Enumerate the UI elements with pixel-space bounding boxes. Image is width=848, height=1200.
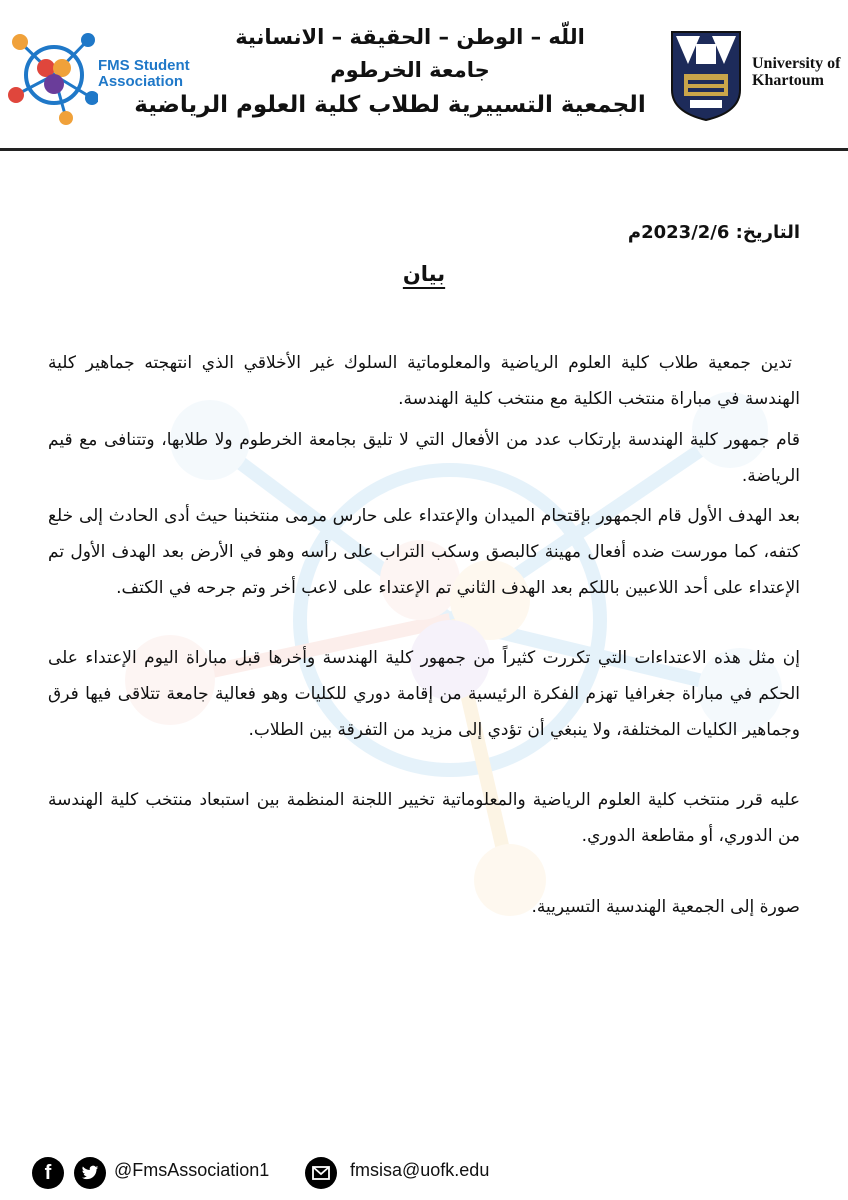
paragraph-2: قام جمهور كلية الهندسة بإرتكاب عدد من الأفعال التي لا تليق بجامعة الخرطوم ولا طلابها، وتتنافى مع قيم الرياضة.: [48, 430, 800, 486]
email-address[interactable]: fmsisa@uofk.edu: [350, 1160, 490, 1180]
uk-name-line-1: University of: [752, 55, 841, 72]
fms-name-line-2: Association: [98, 73, 184, 90]
document-title: بيان: [402, 262, 446, 286]
facebook-icon[interactable]: f: [32, 1157, 64, 1189]
motto: اللّه – الوطن – الحقيقة – الانسانية: [235, 25, 585, 49]
twitter-handle[interactable]: @FmsAssociation1: [114, 1160, 270, 1180]
uk-name-line-2: Khartoum: [752, 72, 824, 89]
paragraph-4: إن مثل هذه الاعتداءات التي تكررت كثيراً من جمهور كلية الهندسة وأخرها قبل مباراة اليوم الإعتداء على الحكم في مباراة جغرافيا تهزم الفكرة الرئيسية من إقامة دوري للكليات وهو فعالية جامعة تتلاقى فيها فرق وجماهير الكليات المختلفة، ولا ينبغي أن تؤدي إلى مزيد من التفرقة بين الطلاب.: [48, 648, 800, 740]
association-name-ar: الجمعية التسييرية لطلاب كلية العلوم الرياضية: [134, 92, 646, 118]
twitter-icon[interactable]: [74, 1157, 106, 1189]
university-emblem-icon: [670, 30, 742, 122]
university-name-ar: جامعة الخرطوم: [330, 58, 490, 82]
fms-name-line-1: FMS Student: [98, 57, 190, 74]
letterhead: [0, 0, 848, 150]
header-divider: [0, 148, 848, 151]
document-date: التاريخ: 2023/2/6م: [627, 222, 800, 243]
paragraph-1: تدين جمعية طلاب كلية العلوم الرياضية والمعلوماتية السلوك غير الأخلاقي الذي انتهجته جماهير كلية الهندسة في مباراة منتخب الكلية مع منتخب كلية الهندسة.: [48, 353, 800, 409]
twitter-bird-glyph: [81, 1165, 99, 1181]
university-name-en: [752, 55, 840, 89]
envelope-glyph: [312, 1166, 330, 1180]
paragraph-5: عليه قرر منتخب كلية العلوم الرياضية والمعلوماتية تخيير اللجنة المنظمة بين استبعاد منتخب كلية الهندسة من الدوري، أو مقاطعة الدوري.: [48, 790, 800, 846]
mail-icon[interactable]: [305, 1157, 337, 1189]
footer: [0, 1135, 848, 1195]
cc-line: صورة إلى الجمعية الهندسية التسيريية.: [531, 897, 800, 917]
paragraph-3: بعد الهدف الأول قام الجمهور بإقتحام الميدان والإعتداء على حارس مرمى منتخبنا حيث أدى الحادث إلى خلع كتفه، كما مورست ضده أفعال مهينة كالبصق وسكب التراب على رأسه وهو في الأرض بعد الهدف الأول تم الإعتداء على أحد اللاعبين باللكم بعد الهدف الثاني تم الإعتداء على لاعب أخر وتم جرحه في الكتف.: [48, 506, 800, 598]
fms-logo-icon: [8, 20, 98, 125]
